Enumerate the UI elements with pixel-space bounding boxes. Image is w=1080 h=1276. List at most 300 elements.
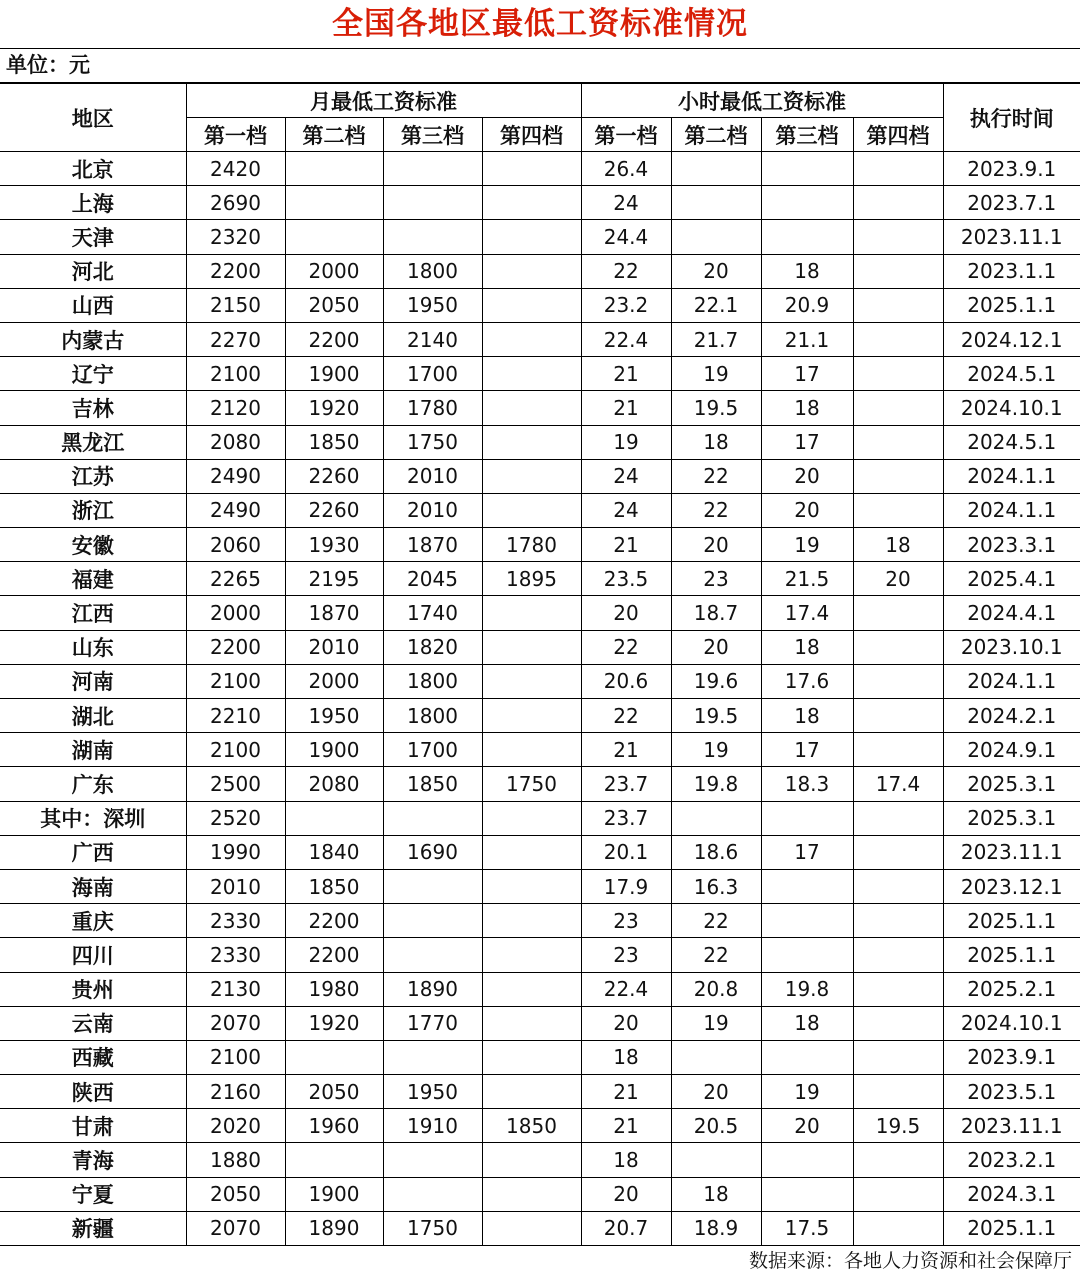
hourly-wage-cell	[761, 869, 853, 903]
monthly-wage-cell	[482, 972, 581, 1006]
effective-date-cell: 2023.3.1	[943, 528, 1080, 562]
monthly-wage-cell: 1890	[285, 1211, 383, 1245]
monthly-wage-cell: 2080	[186, 425, 285, 459]
monthly-wage-cell	[482, 1040, 581, 1074]
monthly-wage-cell	[285, 801, 383, 835]
monthly-wage-cell	[482, 1177, 581, 1211]
monthly-wage-cell	[482, 254, 581, 288]
effective-date-cell: 2023.10.1	[943, 630, 1080, 664]
effective-date-cell: 2024.12.1	[943, 322, 1080, 356]
effective-date-cell: 2023.7.1	[943, 186, 1080, 220]
hourly-wage-cell: 18	[761, 630, 853, 664]
monthly-wage-cell	[482, 186, 581, 220]
hourly-wage-cell: 20.1	[581, 835, 671, 869]
header-monthly-tier-3: 第三档	[383, 118, 482, 152]
monthly-wage-cell: 2020	[186, 1109, 285, 1143]
monthly-wage-cell: 2000	[186, 596, 285, 630]
hourly-wage-cell	[853, 869, 943, 903]
hourly-wage-cell	[671, 152, 761, 186]
hourly-wage-cell: 22.1	[671, 288, 761, 322]
effective-date-cell: 2024.5.1	[943, 425, 1080, 459]
hourly-wage-cell: 24	[581, 459, 671, 493]
hourly-wage-cell: 19	[761, 1075, 853, 1109]
table-row	[0, 1040, 1080, 1074]
monthly-wage-cell	[383, 1143, 482, 1177]
table-row	[0, 1143, 1080, 1177]
hourly-wage-cell: 17.9	[581, 869, 671, 903]
hourly-wage-cell	[853, 152, 943, 186]
table-row	[0, 938, 1080, 972]
monthly-wage-cell: 2320	[186, 220, 285, 254]
region-cell: 江西	[0, 596, 186, 630]
hourly-wage-cell: 17.6	[761, 664, 853, 698]
monthly-wage-cell: 1900	[285, 1177, 383, 1211]
hourly-wage-cell: 17	[761, 835, 853, 869]
monthly-wage-cell	[285, 220, 383, 254]
hourly-wage-cell	[761, 1040, 853, 1074]
hourly-wage-cell: 22	[581, 630, 671, 664]
monthly-wage-cell: 1980	[285, 972, 383, 1006]
monthly-wage-cell	[482, 152, 581, 186]
hourly-wage-cell: 20	[761, 493, 853, 527]
effective-date-cell: 2025.3.1	[943, 767, 1080, 801]
monthly-wage-cell	[383, 1040, 482, 1074]
monthly-wage-cell: 2000	[285, 254, 383, 288]
monthly-wage-cell	[482, 425, 581, 459]
hourly-wage-cell: 23.2	[581, 288, 671, 322]
hourly-wage-cell: 21	[581, 528, 671, 562]
effective-date-cell: 2023.12.1	[943, 869, 1080, 903]
region-cell: 上海	[0, 186, 186, 220]
monthly-wage-cell: 2045	[383, 562, 482, 596]
hourly-wage-cell: 20	[671, 528, 761, 562]
source-note: 数据来源：各地人力资源和社会保障厅	[748, 1250, 1072, 1272]
table-row	[0, 459, 1080, 493]
hourly-wage-cell	[761, 938, 853, 972]
region-cell: 广西	[0, 835, 186, 869]
monthly-wage-cell	[482, 869, 581, 903]
hourly-wage-cell	[853, 493, 943, 527]
monthly-wage-cell	[383, 186, 482, 220]
hourly-wage-cell: 20	[581, 596, 671, 630]
hourly-wage-cell: 21	[581, 1075, 671, 1109]
hourly-wage-cell: 18	[671, 1177, 761, 1211]
monthly-wage-cell	[482, 664, 581, 698]
monthly-wage-cell: 1950	[383, 1075, 482, 1109]
table-row	[0, 152, 1080, 186]
monthly-wage-cell	[482, 1075, 581, 1109]
monthly-wage-cell: 2100	[186, 357, 285, 391]
hourly-wage-cell: 17.4	[853, 767, 943, 801]
monthly-wage-cell: 1800	[383, 699, 482, 733]
monthly-wage-cell: 2050	[186, 1177, 285, 1211]
region-cell: 重庆	[0, 904, 186, 938]
monthly-wage-cell: 1920	[285, 391, 383, 425]
effective-date-cell: 2025.1.1	[943, 938, 1080, 972]
monthly-wage-cell: 1820	[383, 630, 482, 664]
effective-date-cell: 2024.9.1	[943, 733, 1080, 767]
monthly-wage-cell: 1700	[383, 357, 482, 391]
monthly-wage-cell	[482, 596, 581, 630]
hourly-wage-cell: 17.4	[761, 596, 853, 630]
region-cell: 内蒙古	[0, 322, 186, 356]
hourly-wage-cell: 20	[581, 1177, 671, 1211]
table-row	[0, 254, 1080, 288]
monthly-wage-cell: 1850	[383, 767, 482, 801]
hourly-wage-cell: 20	[581, 1006, 671, 1040]
hourly-wage-cell: 22.4	[581, 322, 671, 356]
region-cell: 吉林	[0, 391, 186, 425]
hourly-wage-cell: 20	[853, 562, 943, 596]
monthly-wage-cell: 1910	[383, 1109, 482, 1143]
monthly-wage-cell: 2080	[285, 767, 383, 801]
monthly-wage-cell: 2150	[186, 288, 285, 322]
table-row	[0, 1006, 1080, 1040]
monthly-wage-cell	[383, 938, 482, 972]
monthly-wage-cell: 2330	[186, 904, 285, 938]
table-row	[0, 630, 1080, 664]
monthly-wage-cell: 2490	[186, 459, 285, 493]
table-row	[0, 972, 1080, 1006]
region-cell: 甘肃	[0, 1109, 186, 1143]
hourly-wage-cell: 22	[581, 254, 671, 288]
hourly-wage-cell	[853, 254, 943, 288]
hourly-wage-cell: 23	[671, 562, 761, 596]
hourly-wage-cell	[853, 1211, 943, 1245]
hourly-wage-cell: 19.5	[671, 699, 761, 733]
hourly-wage-cell: 20.5	[671, 1109, 761, 1143]
region-cell: 贵州	[0, 972, 186, 1006]
hourly-wage-cell: 21.7	[671, 322, 761, 356]
table-row	[0, 904, 1080, 938]
monthly-wage-cell	[482, 904, 581, 938]
effective-date-cell: 2024.1.1	[943, 459, 1080, 493]
hourly-wage-cell	[853, 699, 943, 733]
hourly-wage-cell: 21	[581, 357, 671, 391]
effective-date-cell: 2025.2.1	[943, 972, 1080, 1006]
hourly-wage-cell	[853, 1040, 943, 1074]
hourly-wage-cell: 19	[671, 733, 761, 767]
table-row	[0, 186, 1080, 220]
hourly-wage-cell	[853, 1006, 943, 1040]
hourly-wage-cell	[761, 1143, 853, 1177]
hourly-wage-cell: 17	[761, 733, 853, 767]
header-monthly-tier-1: 第一档	[186, 118, 285, 152]
hourly-wage-cell: 18	[761, 391, 853, 425]
hourly-wage-cell: 19	[761, 528, 853, 562]
monthly-wage-cell: 2520	[186, 801, 285, 835]
hourly-wage-cell: 18.3	[761, 767, 853, 801]
monthly-wage-cell: 2260	[285, 493, 383, 527]
monthly-wage-cell	[285, 186, 383, 220]
table-row	[0, 391, 1080, 425]
hourly-wage-cell	[853, 664, 943, 698]
monthly-wage-cell: 1960	[285, 1109, 383, 1143]
header-monthly: 月最低工资标准	[186, 84, 581, 118]
monthly-wage-cell: 2140	[383, 322, 482, 356]
hourly-wage-cell: 18	[761, 699, 853, 733]
monthly-wage-cell	[482, 288, 581, 322]
hourly-wage-cell	[853, 425, 943, 459]
hourly-wage-cell: 16.3	[671, 869, 761, 903]
table-row	[0, 493, 1080, 527]
hourly-wage-cell: 20.7	[581, 1211, 671, 1245]
hourly-wage-cell	[761, 1177, 853, 1211]
effective-date-cell: 2023.5.1	[943, 1075, 1080, 1109]
monthly-wage-cell: 2100	[186, 1040, 285, 1074]
header-hourly: 小时最低工资标准	[581, 84, 943, 118]
hourly-wage-cell	[853, 1075, 943, 1109]
monthly-wage-cell: 2265	[186, 562, 285, 596]
region-cell: 陕西	[0, 1075, 186, 1109]
monthly-wage-cell: 2010	[383, 493, 482, 527]
hourly-wage-cell	[853, 801, 943, 835]
region-cell: 其中：深圳	[0, 801, 186, 835]
hourly-wage-cell: 20	[671, 630, 761, 664]
monthly-wage-cell	[285, 152, 383, 186]
unit-label: 单位：元	[0, 49, 1080, 83]
monthly-wage-cell	[383, 869, 482, 903]
hourly-wage-cell	[853, 733, 943, 767]
hourly-wage-cell	[761, 220, 853, 254]
hourly-wage-cell	[671, 801, 761, 835]
hourly-wage-cell	[761, 152, 853, 186]
hourly-wage-cell: 26.4	[581, 152, 671, 186]
monthly-wage-cell	[482, 322, 581, 356]
hourly-wage-cell: 21.5	[761, 562, 853, 596]
hourly-wage-cell: 19	[671, 1006, 761, 1040]
monthly-wage-cell: 1900	[285, 733, 383, 767]
table-row	[0, 528, 1080, 562]
hourly-wage-cell: 22	[671, 904, 761, 938]
monthly-wage-cell	[383, 152, 482, 186]
hourly-wage-cell: 20	[761, 459, 853, 493]
effective-date-cell: 2024.4.1	[943, 596, 1080, 630]
monthly-wage-cell: 2050	[285, 1075, 383, 1109]
hourly-wage-cell	[853, 972, 943, 1006]
hourly-wage-cell: 19.5	[853, 1109, 943, 1143]
monthly-wage-cell: 1750	[383, 1211, 482, 1245]
header-region: 地区	[0, 84, 186, 152]
hourly-wage-cell: 23.5	[581, 562, 671, 596]
monthly-wage-cell: 1930	[285, 528, 383, 562]
hourly-wage-cell	[761, 904, 853, 938]
monthly-wage-cell: 1920	[285, 1006, 383, 1040]
hourly-wage-cell	[853, 904, 943, 938]
effective-date-cell: 2024.3.1	[943, 1177, 1080, 1211]
hourly-wage-cell	[761, 186, 853, 220]
effective-date-cell: 2023.11.1	[943, 220, 1080, 254]
monthly-wage-cell: 2260	[285, 459, 383, 493]
hourly-wage-cell: 18	[581, 1143, 671, 1177]
monthly-wage-cell: 2050	[285, 288, 383, 322]
monthly-wage-cell: 1750	[383, 425, 482, 459]
monthly-wage-cell: 1870	[285, 596, 383, 630]
monthly-wage-cell	[285, 1040, 383, 1074]
monthly-wage-cell	[482, 938, 581, 972]
monthly-wage-cell	[482, 801, 581, 835]
monthly-wage-cell: 1800	[383, 254, 482, 288]
hourly-wage-cell	[671, 220, 761, 254]
hourly-wage-cell: 21	[581, 391, 671, 425]
header-hourly-tier-3: 第三档	[761, 118, 853, 152]
hourly-wage-cell: 19.8	[671, 767, 761, 801]
monthly-wage-cell	[482, 1006, 581, 1040]
monthly-wage-cell: 2270	[186, 322, 285, 356]
hourly-wage-cell	[671, 186, 761, 220]
hourly-wage-cell: 24	[581, 493, 671, 527]
monthly-wage-cell	[482, 699, 581, 733]
hourly-wage-cell: 23	[581, 904, 671, 938]
hourly-wage-cell: 20	[761, 1109, 853, 1143]
hourly-wage-cell: 24.4	[581, 220, 671, 254]
monthly-wage-cell: 1895	[482, 562, 581, 596]
header-hourly-tier-1: 第一档	[581, 118, 671, 152]
monthly-wage-cell: 2420	[186, 152, 285, 186]
hourly-wage-cell	[853, 1143, 943, 1177]
header-hourly-tier-2: 第二档	[671, 118, 761, 152]
effective-date-cell: 2023.11.1	[943, 835, 1080, 869]
hourly-wage-cell: 22	[671, 493, 761, 527]
hourly-wage-cell: 22	[671, 938, 761, 972]
monthly-wage-cell: 1850	[285, 869, 383, 903]
effective-date-cell: 2024.5.1	[943, 357, 1080, 391]
region-cell: 云南	[0, 1006, 186, 1040]
hourly-wage-cell	[853, 186, 943, 220]
region-cell: 宁夏	[0, 1177, 186, 1211]
hourly-wage-cell: 18	[761, 1006, 853, 1040]
hourly-wage-cell	[853, 288, 943, 322]
monthly-wage-cell: 1770	[383, 1006, 482, 1040]
monthly-wage-cell: 2060	[186, 528, 285, 562]
header-date: 执行时间	[943, 84, 1080, 152]
effective-date-cell: 2023.9.1	[943, 1040, 1080, 1074]
hourly-wage-cell: 17	[761, 357, 853, 391]
effective-date-cell: 2024.2.1	[943, 699, 1080, 733]
hourly-wage-cell: 21.1	[761, 322, 853, 356]
monthly-wage-cell	[482, 1211, 581, 1245]
table-row	[0, 1109, 1080, 1143]
table-row	[0, 1075, 1080, 1109]
region-cell: 广东	[0, 767, 186, 801]
effective-date-cell: 2025.3.1	[943, 801, 1080, 835]
monthly-wage-cell: 2210	[186, 699, 285, 733]
hourly-wage-cell: 22	[671, 459, 761, 493]
effective-date-cell: 2025.1.1	[943, 288, 1080, 322]
region-cell: 西藏	[0, 1040, 186, 1074]
hourly-wage-cell	[853, 322, 943, 356]
monthly-wage-cell: 2070	[186, 1211, 285, 1245]
table-row	[0, 288, 1080, 322]
monthly-wage-cell: 2195	[285, 562, 383, 596]
region-cell: 河北	[0, 254, 186, 288]
monthly-wage-cell: 1750	[482, 767, 581, 801]
effective-date-cell: 2024.1.1	[943, 664, 1080, 698]
effective-date-cell: 2023.11.1	[943, 1109, 1080, 1143]
hourly-wage-cell: 23.7	[581, 767, 671, 801]
region-cell: 江苏	[0, 459, 186, 493]
hourly-wage-cell: 19.6	[671, 664, 761, 698]
monthly-wage-cell: 1780	[383, 391, 482, 425]
monthly-wage-cell	[482, 630, 581, 664]
monthly-wage-cell: 2010	[186, 869, 285, 903]
table-row	[0, 664, 1080, 698]
monthly-wage-cell: 2100	[186, 664, 285, 698]
hourly-wage-cell: 17	[761, 425, 853, 459]
monthly-wage-cell: 2200	[186, 254, 285, 288]
effective-date-cell: 2025.1.1	[943, 1211, 1080, 1245]
region-cell: 黑龙江	[0, 425, 186, 459]
hourly-wage-cell: 18.7	[671, 596, 761, 630]
hourly-wage-cell: 19	[671, 357, 761, 391]
monthly-wage-cell: 1850	[285, 425, 383, 459]
hourly-wage-cell	[853, 596, 943, 630]
monthly-wage-cell: 1870	[383, 528, 482, 562]
table-row	[0, 1177, 1080, 1211]
hourly-wage-cell: 20.6	[581, 664, 671, 698]
monthly-wage-cell: 2690	[186, 186, 285, 220]
hourly-wage-cell: 22.4	[581, 972, 671, 1006]
monthly-wage-cell: 1880	[186, 1143, 285, 1177]
hourly-wage-cell: 21	[581, 1109, 671, 1143]
region-cell: 山东	[0, 630, 186, 664]
monthly-wage-cell	[285, 1143, 383, 1177]
monthly-wage-cell: 1950	[285, 699, 383, 733]
monthly-wage-cell: 2100	[186, 733, 285, 767]
hourly-wage-cell: 20.8	[671, 972, 761, 1006]
effective-date-cell: 2023.9.1	[943, 152, 1080, 186]
hourly-wage-cell: 18	[581, 1040, 671, 1074]
effective-date-cell: 2025.4.1	[943, 562, 1080, 596]
monthly-wage-cell: 2200	[186, 630, 285, 664]
monthly-wage-cell: 1690	[383, 835, 482, 869]
table-row	[0, 1211, 1080, 1245]
hourly-wage-cell: 22	[581, 699, 671, 733]
monthly-wage-cell: 1840	[285, 835, 383, 869]
table-row	[0, 733, 1080, 767]
monthly-wage-cell	[383, 801, 482, 835]
region-cell: 湖北	[0, 699, 186, 733]
monthly-wage-cell: 2200	[285, 938, 383, 972]
region-cell: 福建	[0, 562, 186, 596]
effective-date-cell: 2024.10.1	[943, 1006, 1080, 1040]
hourly-wage-cell	[853, 391, 943, 425]
hourly-wage-cell: 20	[671, 1075, 761, 1109]
monthly-wage-cell	[482, 1143, 581, 1177]
region-cell: 山西	[0, 288, 186, 322]
table-row	[0, 835, 1080, 869]
table-body	[0, 152, 1080, 1246]
effective-date-cell: 2025.1.1	[943, 904, 1080, 938]
hourly-wage-cell: 19.5	[671, 391, 761, 425]
effective-date-cell: 2023.2.1	[943, 1143, 1080, 1177]
monthly-wage-cell: 2490	[186, 493, 285, 527]
table-row	[0, 699, 1080, 733]
hourly-wage-cell: 17.5	[761, 1211, 853, 1245]
effective-date-cell: 2024.10.1	[943, 391, 1080, 425]
hourly-wage-cell	[853, 220, 943, 254]
table-row	[0, 562, 1080, 596]
hourly-wage-cell	[853, 938, 943, 972]
monthly-wage-cell	[383, 1177, 482, 1211]
hourly-wage-cell: 18	[761, 254, 853, 288]
monthly-wage-cell: 1700	[383, 733, 482, 767]
monthly-wage-cell	[482, 357, 581, 391]
hourly-wage-cell	[853, 630, 943, 664]
monthly-wage-cell: 2070	[186, 1006, 285, 1040]
monthly-wage-cell	[383, 904, 482, 938]
hourly-wage-cell: 20.9	[761, 288, 853, 322]
